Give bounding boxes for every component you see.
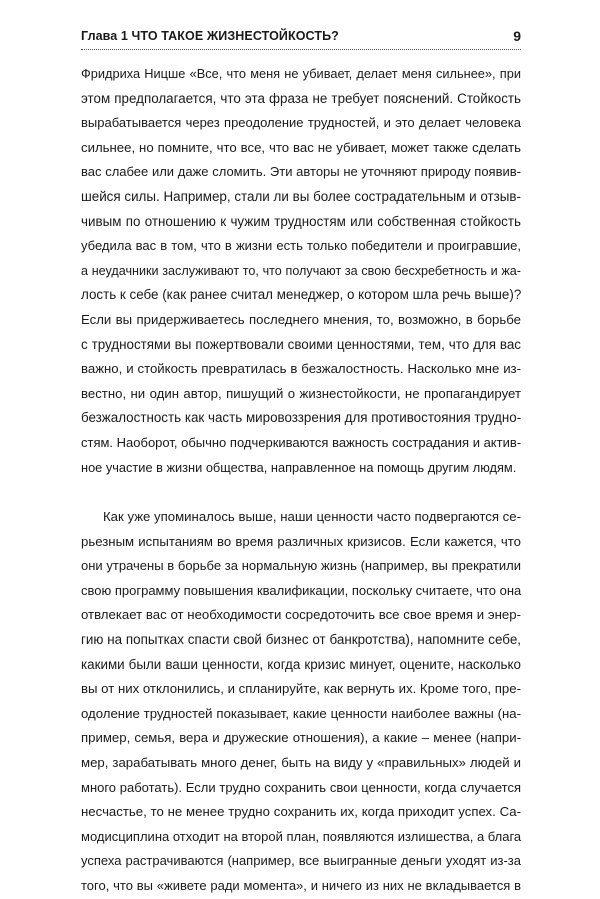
text-line: того, что вы «живете ради момента», и ничего из них не вкладывается в	[81, 878, 521, 893]
text-line: одоление трудностей показывает, какие ценности наиболее важны (на-	[81, 705, 521, 721]
text-line: вы от них отклонились, и спланируйте, как вернуть их. Кроме того, пре-	[81, 681, 521, 697]
text-line: чивым по отношению к чужим трудностям или собственная стойкость	[81, 213, 521, 229]
text-line: стям. Наоборот, обычно подчеркиваются важность сострадания и актив-	[81, 434, 522, 450]
text-line: несчастье, то не менее трудно сохранить их, когда приходит успех. Са-	[81, 804, 521, 820]
text-line: вестно, ни один автор, пишущий о жизнестойкости, не пропагандирует	[81, 385, 521, 401]
text-line: Если вы придерживаетесь последнего мнения, то, возможно, в борьбе	[81, 311, 521, 327]
text-line: они утрачены в борьбе за нормальную жизнь (например, вы прекратили	[81, 558, 521, 574]
text-line: а неудачники заслуживают то, что получают за свою бесхребетность и жа-	[81, 263, 521, 278]
paragraph-gap	[81, 480, 521, 505]
text-line: свою программу повышения квалификации, поскольку считаете, что она	[81, 582, 522, 598]
text-line: сильнее, но помните, что все, что вас не убивает, может также сделать	[81, 139, 521, 155]
text-line: убедила вас в том, что в жизни есть только победители и проигравшие,	[81, 238, 521, 254]
paragraph-2	[81, 505, 521, 899]
text-line: гию на попытках спасти свой бизнес от банкротства), напомните себе,	[81, 632, 521, 648]
page-number: 9	[513, 28, 521, 44]
text-line: какими были ваши ценности, когда кризис минует, оцените, насколько	[81, 656, 521, 672]
text-line: мер, зарабатывать много денег, быть на виду у «правильных» людей и	[81, 755, 521, 771]
text-line: важно, и стойкость превратилась в безжалостность. Насколько мне из-	[81, 361, 521, 377]
text-line: отвлекает вас от необходимости сосредоточить все свое время и энер-	[81, 607, 521, 623]
text-line: много работать). Если трудно сохранить свои ценности, когда случается	[81, 779, 521, 795]
text-line: лость к себе (как ранее считал менеджер, о котором шла речь выше)?	[81, 287, 522, 303]
running-header	[81, 28, 521, 49]
header-rule	[81, 49, 521, 50]
text-line: вырабатывается через преодоление трудностей, и это делает человека	[81, 115, 521, 131]
text-line: успеха растрачиваются (например, все выигранные деньги уходят из-за	[81, 853, 521, 869]
text-line: пример, семья, вера и дружеские отношения), а какие – менее (напри-	[81, 730, 521, 746]
text-line: вас слабее или даже сломить. Эти авторы не уточняют природу появив-	[81, 164, 521, 180]
text-line: модисциплина отходит на второй план, появляются излишества, а блага	[81, 828, 522, 844]
text-line: рьезным испытаниям во время различных кризисов. Если кажется, что	[81, 533, 521, 549]
chapter-title: Глава 1 ЧТО ТАКОЕ ЖИЗНЕСТОЙКОСТЬ?	[81, 29, 339, 43]
text-line: шейся силы. Например, стали ли вы более сострадательным и отзыв-	[81, 188, 521, 204]
text-line: ное участие в жизни общества, направленное на помощь другим людям.	[81, 459, 517, 475]
text-line: с трудностями вы пожертвовали своими ценностями, тем, что для вас	[81, 336, 521, 352]
text-line: этом предполагается, что эта фраза не требует пояснений. Стойкость	[81, 90, 521, 106]
paragraph-1	[81, 62, 521, 480]
text-line: Фридриха Ницше «Все, что меня не убивает, делает меня сильнее», при	[81, 66, 521, 81]
text-line: Как уже упоминалось выше, наши ценности часто подвергаются се-	[103, 509, 521, 525]
text-line: безжалостность как часть мировоззрения для противостояния трудно-	[81, 410, 522, 426]
